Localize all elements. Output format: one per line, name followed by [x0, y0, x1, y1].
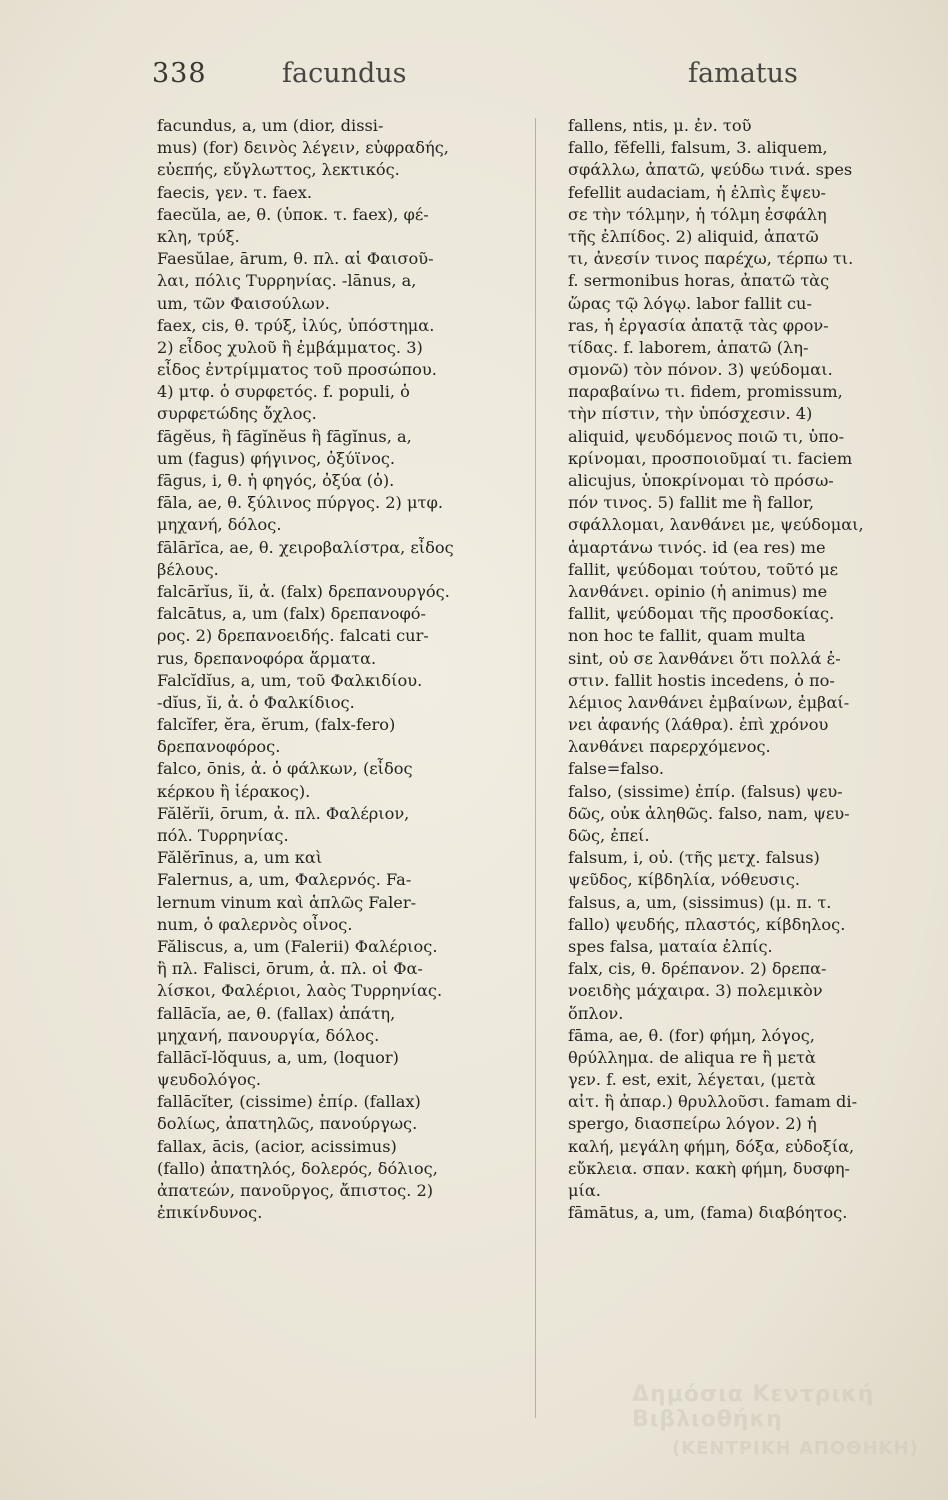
entry-line: σφάλλομαι, λανθάνει με, ψεύδομαι,	[568, 515, 864, 535]
entry-line: fallax, ācis, (acior, acissimus)	[157, 1136, 397, 1156]
stamp-line-1: Δημόσια Κεντρική Βιβλιοθήκη	[632, 1382, 875, 1432]
column-divider	[535, 118, 536, 1418]
entry-line: εὔκλεια. σπαν. κακὴ φήμη, δυσφη-	[568, 1158, 851, 1178]
entry-line: δῶς, οὐκ ἀληθῶς. falso, nam, ψευ-	[568, 803, 850, 823]
entry-line: fefellit audaciam, ἡ ἐλπὶς ἔψευ-	[568, 182, 827, 202]
entry-line: fāgus, i, θ. ἡ φηγός, ὀξύα (ὁ).	[157, 471, 395, 490]
entry-line: συρφετώδης ὄχλος.	[157, 404, 317, 424]
library-stamp	[632, 1382, 942, 1459]
entry-line: fāma, ae, θ. (for) φήμη, λόγος,	[568, 1025, 815, 1045]
page-number: 338	[152, 58, 207, 89]
entry-line: faex, cis, θ. τρύξ, ἰλύς, ὑπόστημα.	[157, 315, 435, 335]
entry-line: (fallo) ἀπατηλός, δολερός, δόλιος,	[157, 1158, 438, 1178]
entry-line: λαι, πόλις Τυρρηνίας. -lānus, a,	[157, 271, 417, 291]
entry-line: νει ἀφανής (λάθρα). ἐπὶ χρόνου	[568, 715, 829, 735]
entry-line: κρίνομαι, προσποιοῦμαί τι. faciem	[568, 448, 853, 468]
entry-line: εὐεπής, εὔγλωττος, λεκτικός.	[157, 160, 400, 180]
entry-line: ὥρας τῷ λόγῳ. labor fallit cu-	[568, 293, 812, 313]
entry-line: ras, ἡ ἐργασία ἀπατᾷ τὰς φρον-	[568, 315, 829, 335]
entry-line: fāmātus, a, um, (fama) διαβόητος.	[568, 1203, 848, 1223]
entry-line: αἰτ. ἢ ἀπαρ.) θρυλλοῦσι. famam di-	[568, 1092, 858, 1112]
entry-line: Fălĕrĭi, ōrum, ἀ. πλ. Φαλέριον,	[157, 803, 410, 823]
entry-line: δῶς, ἐπεί.	[568, 826, 650, 845]
entry-line: aliquid, ψευδόμενος ποιῶ τι, ὑπο-	[568, 426, 845, 446]
entry-line: fāgĕus, ἢ fāgĭnĕus ἢ fāgĭnus, a,	[157, 426, 412, 446]
entry-line: δολίως, ἀπατηλῶς, πανούργως.	[157, 1114, 418, 1134]
entry-line: rus, δρεπανοφόρα ἅρματα.	[157, 648, 377, 668]
entry-line: πόν τινος. 5) fallit me ἢ fallor,	[568, 493, 814, 513]
entry-line: λέμιος λανθάνει ἐμβαίνων, ἐμβαί-	[568, 692, 850, 712]
entry-line: falx, cis, θ. δρέπανον. 2) δρεπα-	[568, 959, 827, 979]
entry-line: ἀπατεών, πανοῦργος, ἄπιστος. 2)	[157, 1181, 434, 1200]
entry-line: ἐπικίνδυνος.	[157, 1203, 263, 1223]
entry-line: στιν. fallit hostis incedens, ὁ πο-	[568, 670, 835, 690]
entry-line: παραβαίνω τι. fidem, promissum,	[568, 382, 843, 402]
entry-line: πόλ. Τυρρηνίας.	[157, 826, 289, 845]
entry-line: κέρκου ἢ ἱέρακος).	[157, 781, 311, 801]
entry-line: μηχανή, πανουργία, δόλος.	[157, 1025, 380, 1045]
entry-line: τὴν πίστιν, τὴν ὑπόσχεσιν. 4)	[568, 404, 813, 424]
entry-line: faecis, γεν. τ. faex.	[157, 182, 312, 202]
entry-line: faecŭla, ae, θ. (ὑποκ. τ. faex), φέ-	[157, 204, 429, 224]
entry-line: -dĭus, ĭi, ἀ. ὁ Φαλκίδιος.	[157, 692, 355, 712]
entry-line: λίσκοι, Φαλέριοι, λαὸς Τυρρηνίας.	[157, 981, 443, 1001]
entry-line: Falcĭdĭus, a, um, τοῦ Φαλκιδίου.	[157, 670, 423, 690]
entry-line: εἶδος ἐντρίμματος τοῦ προσώπου.	[157, 360, 437, 380]
left-column	[157, 115, 529, 1224]
entry-line: Falernus, a, um, Φαλερνός. Fa-	[157, 870, 412, 890]
entry-line: facundus, a, um (dior, dissi-	[157, 116, 384, 135]
entry-line: καλή, μεγάλη φήμη, δόξα, εὐδοξία,	[568, 1136, 855, 1156]
entry-line: fallo) ψευδής, πλαστός, κίβδηλος.	[568, 914, 846, 934]
entry-line: alicujus, ὑποκρίνομαι τὸ πρόσω-	[568, 471, 834, 490]
entry-line: fallācĭter, (cissime) ἐπίρ. (fallax)	[157, 1092, 421, 1112]
entry-line: σε τὴν τόλμην, ἡ τόλμη ἐσφάλη	[568, 204, 827, 224]
entry-line: fallācĭa, ae, θ. (fallax) ἀπάτη,	[157, 1003, 396, 1023]
entry-line: um, τῶν Φαισούλων.	[157, 293, 330, 313]
entry-line: βέλους.	[157, 559, 219, 579]
entry-line: μηχανή, δόλος.	[157, 515, 282, 535]
entry-line: ψευδολόγος.	[157, 1070, 262, 1090]
entry-line: fālārĭca, ae, θ. χειροβαλίστρα, εἶδος	[157, 537, 454, 557]
entry-line: Făliscus, a, um (Falerii) Φαλέριος.	[157, 936, 438, 956]
entry-line: Fălĕrīnus, a, um καὶ	[157, 848, 323, 868]
entry-line: fallo, fĕfelli, falsum, 3. aliquem,	[568, 138, 828, 158]
entry-line: spergo, διασπείρω λόγον. 2) ἡ	[568, 1114, 817, 1134]
entry-line: μία.	[568, 1181, 601, 1200]
entry-line: 4) μτφ. ὁ συρφετός. f. populi, ὁ	[157, 382, 410, 402]
entry-line: falco, ōnis, ἀ. ὁ φάλκων, (εἶδος	[157, 759, 413, 779]
guide-word-right: famatus	[688, 58, 798, 89]
entry-line: ρος. 2) δρεπανοειδής. falcati cur-	[157, 626, 429, 646]
entry-line: num, ὁ φαλερνὸς οἶνος.	[157, 914, 353, 934]
entry-line: τίδας. f. laborem, ἀπατῶ (λη-	[568, 337, 809, 357]
guide-word-left: facundus	[282, 58, 407, 89]
entry-line: ἢ πλ. Falisci, ōrum, ἀ. πλ. οἱ Φα-	[157, 959, 423, 979]
entry-line: ἁμαρτάνω τινός. id (ea res) me	[568, 537, 826, 557]
entry-line: falsum, i, οὐ. (τῆς μετχ. falsus)	[568, 848, 820, 868]
entry-line: σφάλλω, ἀπατῶ, ψεύδω τινά. spes	[568, 160, 853, 180]
page-header	[0, 58, 948, 102]
entry-line: falcātus, a, um (falx) δρεπανοφό-	[157, 604, 427, 624]
entry-line: fallens, ntis, μ. ἐν. τοῦ	[568, 116, 752, 135]
entry-line: νοειδὴς μάχαιρα. 3) πολεμικὸν	[568, 981, 823, 1001]
entry-line: Faesŭlae, ārum, θ. πλ. αἱ Φαισοῦ-	[157, 249, 434, 269]
entry-line: κλη, τρύξ.	[157, 226, 240, 246]
entry-line: fallācĭ-lŏquus, a, um, (loquor)	[157, 1047, 399, 1067]
entry-line: mus) (for) δεινὸς λέγειν, εὐφραδής,	[157, 138, 449, 158]
entry-line: γεν. f. est, exit, λέγεται, (μετὰ	[568, 1070, 816, 1090]
entry-line: ψεῦδος, κίβδηλία, νόθευσις.	[568, 870, 801, 890]
entry-line: f. sermonibus horas, ἀπατῶ τὰς	[568, 271, 830, 291]
entry-line: um (fagus) φήγινος, ὀξύϊνος.	[157, 448, 396, 468]
entry-line: lernum vinum καὶ ἁπλῶς Faler-	[157, 892, 417, 912]
entry-line: spes falsa, ματαία ἐλπίς.	[568, 936, 773, 956]
entry-line: falso, (sissime) ἐπίρ. (falsus) ψευ-	[568, 781, 843, 801]
entry-line: σμονῶ) τὸν πόνον. 3) ψεύδομαι.	[568, 360, 833, 380]
entry-line: λανθάνει. opinio (ἡ animus) me	[568, 581, 828, 601]
entry-line: λανθάνει παρερχόμενος.	[568, 737, 771, 757]
entry-line: τι, ἀνεσίν τινος παρέχω, τέρπω τι.	[568, 249, 854, 269]
entry-line: non hoc te fallit, quam multa	[568, 626, 806, 646]
entry-line: fāla, ae, θ. ξύλινος πύργος. 2) μτφ.	[157, 493, 443, 513]
right-column	[568, 115, 943, 1224]
entry-line: fallit, ψεύδομαι τῆς προσδοκίας.	[568, 604, 835, 624]
entry-line: false=falso.	[568, 759, 665, 779]
entry-line: θρύλλημα. de aliqua re ἢ μετὰ	[568, 1047, 816, 1067]
stamp-line-2: (ΚΕΝΤΡΙΚΗ ΑΠΟΘΗΚΗ)	[672, 1438, 919, 1459]
entry-line: fallit, ψεύδομαι τούτου, τοῦτό με	[568, 559, 838, 579]
entry-line: ὅπλον.	[568, 1003, 624, 1023]
entry-line: 2) εἶδος χυλοῦ ἢ ἐμβάμματος. 3)	[157, 337, 423, 357]
entry-line: δρεπανοφόρος.	[157, 737, 281, 757]
entry-line: falsus, a, um, (sissimus) (μ. π. τ.	[568, 892, 832, 912]
entry-line: sint, οὐ σε λανθάνει ὅτι πολλά ἐ-	[568, 648, 841, 668]
entry-line: falcārĭus, ĭi, ἀ. (falx) δρεπανουργός.	[157, 581, 450, 601]
entry-line: falcĭfer, ĕra, ĕrum, (falx-fero)	[157, 715, 396, 735]
entry-line: τῆς ἐλπίδος. 2) aliquid, ἀπατῶ	[568, 226, 819, 246]
